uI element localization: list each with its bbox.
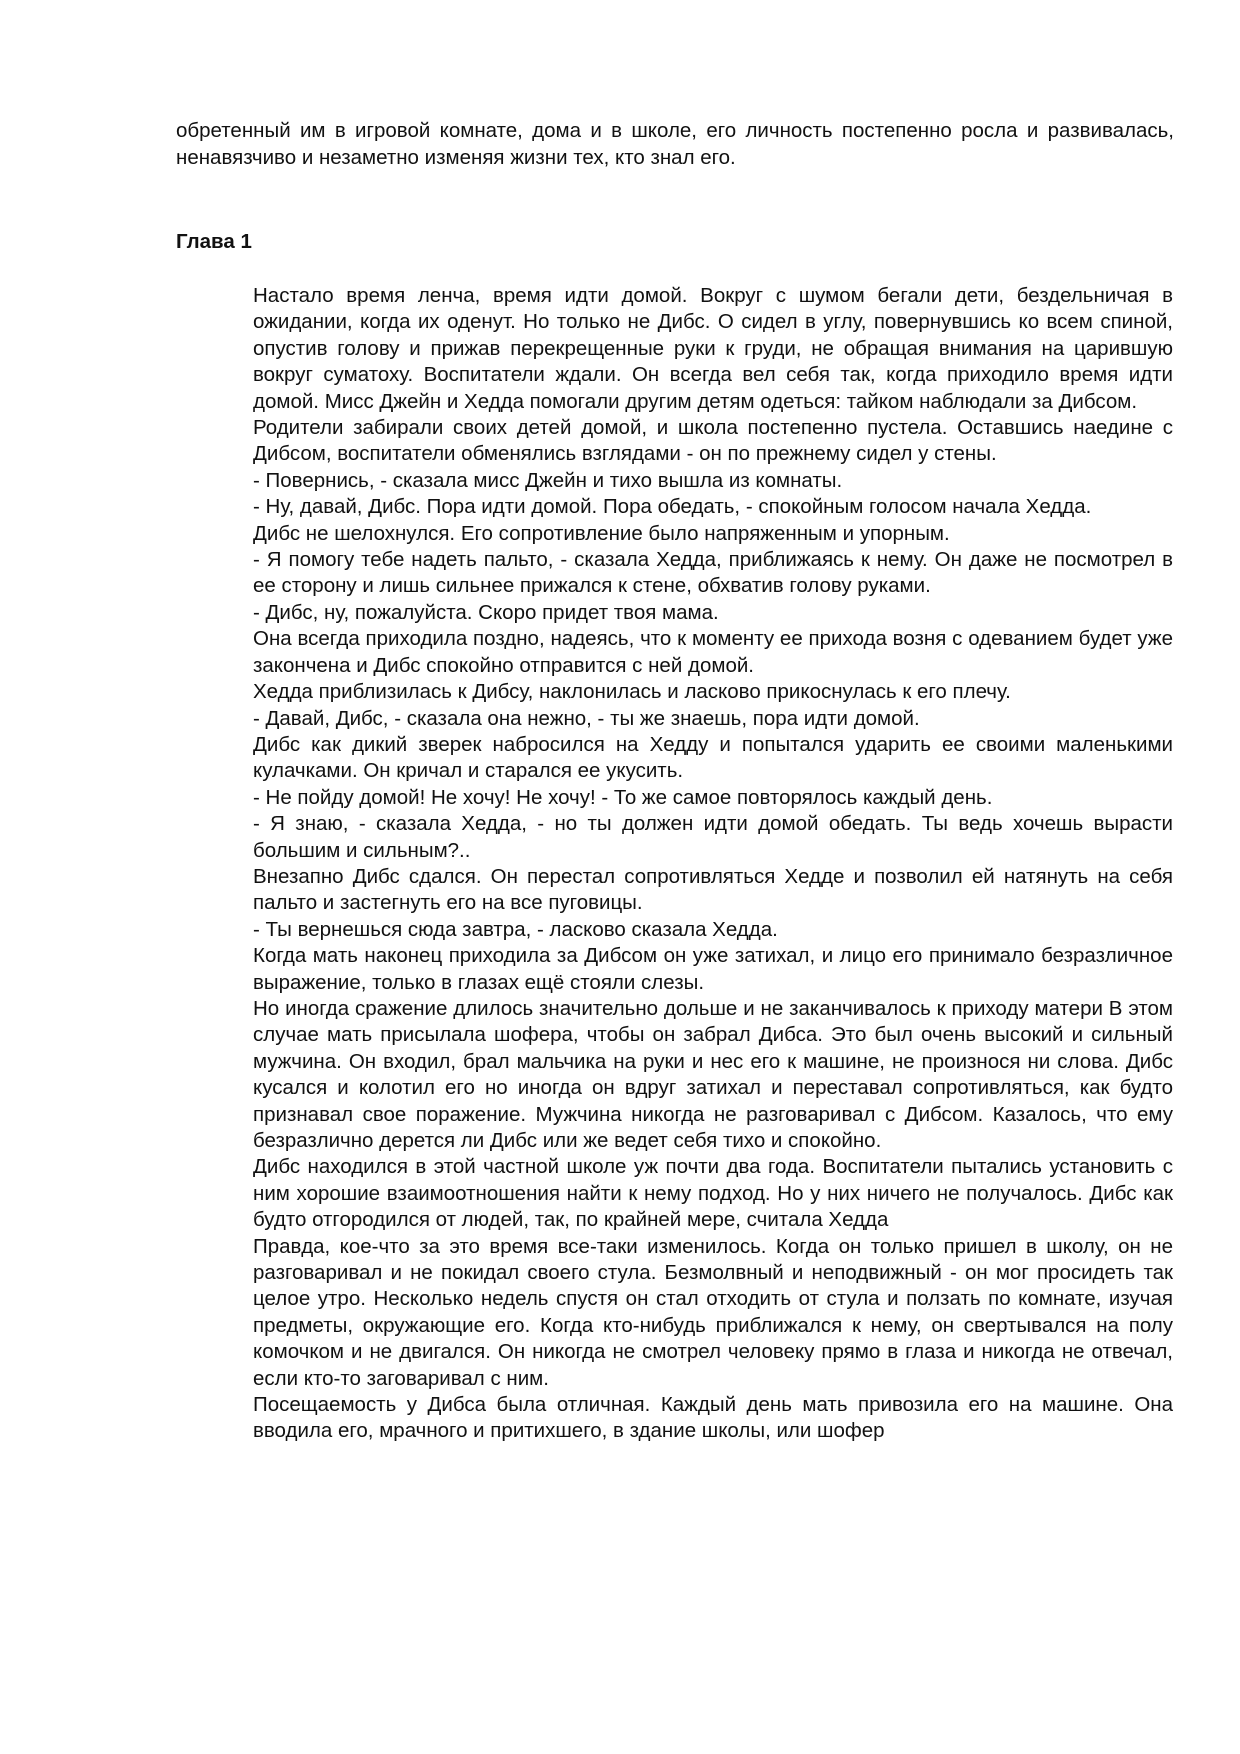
paragraph: - Не пойду домой! Не хочу! Не хочу! - То же самое повторялось каждый день. — [253, 785, 993, 809]
paragraph: - Я помогу тебе надеть пальто, - сказала Хедда, приближаясь к нему. Он даже не посмотрел в ее сторону и лишь сильнее прижался к стене, обхватив голову руками. — [253, 548, 1173, 598]
paragraph: Дибс как дикий зверек набросился на Хедду и попытался ударить ее своими маленькими кулачками. Он кричал и старался ее укусить. — [253, 732, 1173, 783]
paragraph: - Я знаю, - сказала Хедда, - но ты должен идти домой обедать. Ты ведь хочешь вырасти большим и сильным?.. — [253, 812, 1173, 862]
paragraph: Дибс не шелохнулся. Его сопротивление было напряженным и упорным. — [253, 521, 950, 545]
paragraph: Хедда приблизилась к Дибсу, наклонилась и ласково прикоснулась к его плечу. — [253, 680, 1011, 704]
paragraph: Настало время ленча, время идти домой. Вокруг с шумом бегали дети, бездельничая в ожидании, когда их оденут. Но только не Дибс. О сидел в углу, повернувшись ко всем спиной, опустив голову и прижав перекрещенные руки к груди, не обращая внимания на царившую вокруг суматоху. Воспитатели ждали. Он всегда вел себя так, когда приходило время идти домой. Мисс Джейн и Хедда помогали другим детям одеться: тайком наблюдали за Дибсом. — [253, 284, 1173, 413]
paragraph: Дибс находился в этой частной школе уж почти два года. Воспитатели пытались установить с ним хорошие взаимоотношения найти к нему подход. Но у них ничего не получалось. Дибс как будто отгородился от людей, так, по крайней мере, считала Хедда — [253, 1155, 1173, 1232]
paragraph: Она всегда приходила поздно, надеясь, что к моменту ее прихода возня с одеванием будет уже закончена и Дибс спокойно отправится с ней домой. — [253, 627, 1173, 677]
intro-paragraph — [176, 117, 1174, 171]
chapter-body — [253, 283, 1173, 1445]
paragraph: Внезапно Дибс сдался. Он перестал сопротивляться Хедде и позволил ей натянуть на себя пальто и застегнуть его на все пуговицы. — [253, 864, 1173, 915]
paragraph: - Повернись, - сказала мисс Джейн и тихо вышла из комнаты. — [253, 468, 843, 492]
paragraph: Но иногда сражение длилось значительно дольше и не заканчивалось к приходу матери В этом случае мать присылала шофера, чтобы он забрал Дибса. Это был очень высокий и сильный мужчина. Он входил, брал мальчика на руки и нес его к машине, не произнося ни слова. Дибс кусался и колотил его но иногда он вдруг затихал и переставал сопротивляться, как будто признавал свое поражение. Мужчина никогда не разговаривал с Дибсом. Казалось, что ему безразлично дерется ли Дибс или же ведет себя тихо и спокойно. — [253, 996, 1173, 1152]
paragraph: Родители забирали своих детей домой, и школа постепенно пустела. Оставшись наедине с Дибсом, воспитатели обменялись взглядами - он по прежнему сидел у стены. — [253, 416, 1173, 466]
paragraph: - Давай, Дибс, - сказала она нежно, - ты же знаешь, пора идти домой. — [253, 706, 920, 730]
chapter-title: Глава 1 — [176, 230, 252, 253]
paragraph: Правда, кое-что за это время все-таки изменилось. Когда он только пришел в школу, он не разговаривал и не покидал своего стула. Безмолвный и неподвижный - он мог просидеть так целое утро. Несколько недель спустя он стал отходить от стула и ползать по комнате, изучая предметы, окружающие его. Когда кто-нибудь приближался к нему, он свертывался на полу комочком и не двигался. Он никогда не смотрел человеку прямо в глаза и никогда не отвечал, если кто-то заговаривал с ним. — [253, 1234, 1173, 1390]
paragraph: Когда мать наконец приходила за Дибсом он уже затихал, и лицо его принимало безразличное выражение, только в глазах ещё стояли слезы. — [253, 944, 1173, 994]
paragraph: Посещаемость у Дибса была отличная. Каждый день мать привозила его на машине. Она вводила его, мрачного и притихшего, в здание школы, или шофер — [253, 1393, 1173, 1443]
paragraph: - Ну, давай, Дибс. Пора идти домой. Пора обедать, - спокойным голосом начала Хедда. — [253, 495, 1092, 519]
intro-text: обретенный им в игровой комнате, дома и в школе, его личность постепенно росла и развивалась, ненавязчиво и незаметно изменяя жизни тех, кто знал его. — [176, 119, 1174, 169]
paragraph: - Ты вернешься сюда завтра, - ласково сказала Хедда. — [253, 917, 778, 941]
paragraph: - Дибс, ну, пожалуйста. Скоро придет твоя мама. — [253, 600, 719, 624]
